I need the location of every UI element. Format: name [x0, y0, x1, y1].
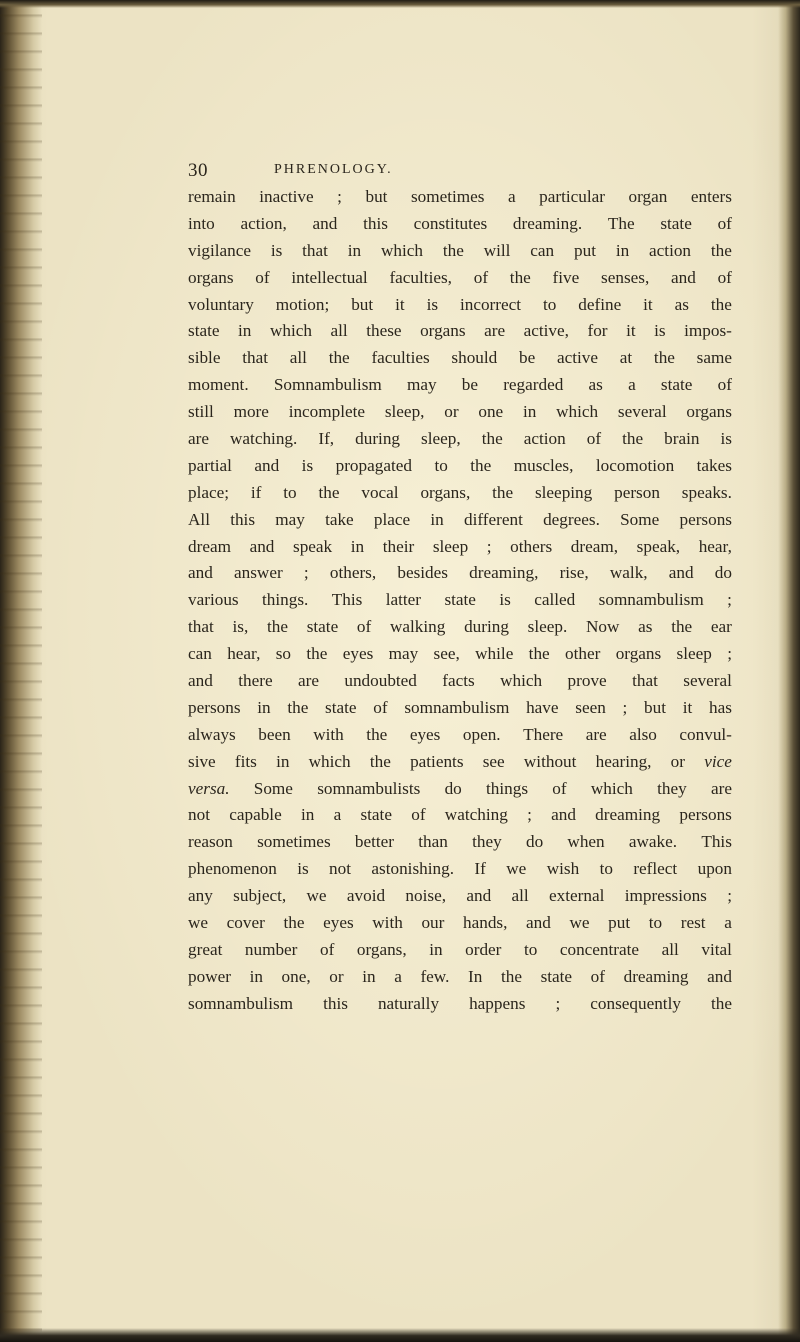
text-line: partial and is propagated to the muscles, locomotion takes [188, 455, 732, 475]
text-line: and there are undoubted facts which prove that several [188, 671, 732, 691]
text-line: we cover the eyes with our hands, and we put to rest a [188, 913, 732, 933]
page-edge-right [778, 0, 800, 1342]
text-line: All this may take place in different degrees. Some persons [188, 509, 732, 529]
text-line: reason sometimes better than they do when awake. This [188, 832, 732, 852]
text-line: sible that all the faculties should be active at the same [188, 348, 732, 368]
text-line: not capable in a state of watching ; and dreaming persons [188, 805, 732, 825]
text-line: various things. This latter state is called somnambulism ; [188, 590, 732, 610]
text-line: phenomenon is not astonishing. If we wish to reflect upon [188, 859, 732, 879]
text-line: still more incomplete sleep, or one in which several organs [188, 402, 732, 422]
page-edge-top [0, 0, 800, 8]
text-line: voluntary motion; but it is incorrect to define it as the [188, 294, 732, 314]
text-line: remain inactive ; but sometimes a particular organ enters [188, 187, 732, 206]
page-number: 30 [188, 160, 208, 181]
text-line: great number of organs, in order to concentrate all vital [188, 939, 732, 959]
text-line: state in which all these organs are active, for it is impos- [188, 321, 732, 341]
running-title: PHRENOLOGY. [274, 162, 393, 177]
text-line: sive fits in which the patients see without hearing, or vice [188, 751, 732, 771]
text-line: are watching. If, during sleep, the action of the brain is [188, 429, 732, 449]
text-line: always been with the eyes open. There are also convul- [188, 724, 732, 744]
text-line: vigilance is that in which the will can put in action the [188, 240, 732, 260]
text-line: place; if to the vocal organs, the sleeping person speaks. [188, 482, 732, 502]
text-line: persons in the state of somnambulism have seen ; but it has [188, 697, 732, 717]
text-line: organs of intellectual faculties, of the five senses, and of [188, 267, 732, 287]
text-line: into action, and this constitutes dreaming. The state of [188, 213, 732, 233]
text-line: can hear, so the eyes may see, while the other organs sleep ; [188, 644, 732, 664]
page-edge-bottom [0, 1328, 800, 1342]
text-line: versa. Some somnambulists do things of which they are [188, 778, 732, 798]
text-line: any subject, we avoid noise, and all external impressions ; [188, 886, 732, 906]
running-head [188, 160, 608, 184]
text-line: somnambulism this naturally happens ; consequently the [188, 993, 732, 1013]
text-line: moment. Somnambulism may be regarded as a state of [188, 375, 732, 395]
text-line: dream and speak in their sleep ; others dream, speak, hear, [188, 536, 732, 556]
text-line: and answer ; others, besides dreaming, rise, walk, and do [188, 563, 732, 583]
text-line: power in one, or in a few. In the state of dreaming and [188, 966, 732, 986]
book-binding-shadow [0, 0, 42, 1342]
text-line: that is, the state of walking during sleep. Now as the ear [188, 617, 732, 637]
body-text [188, 184, 732, 1018]
